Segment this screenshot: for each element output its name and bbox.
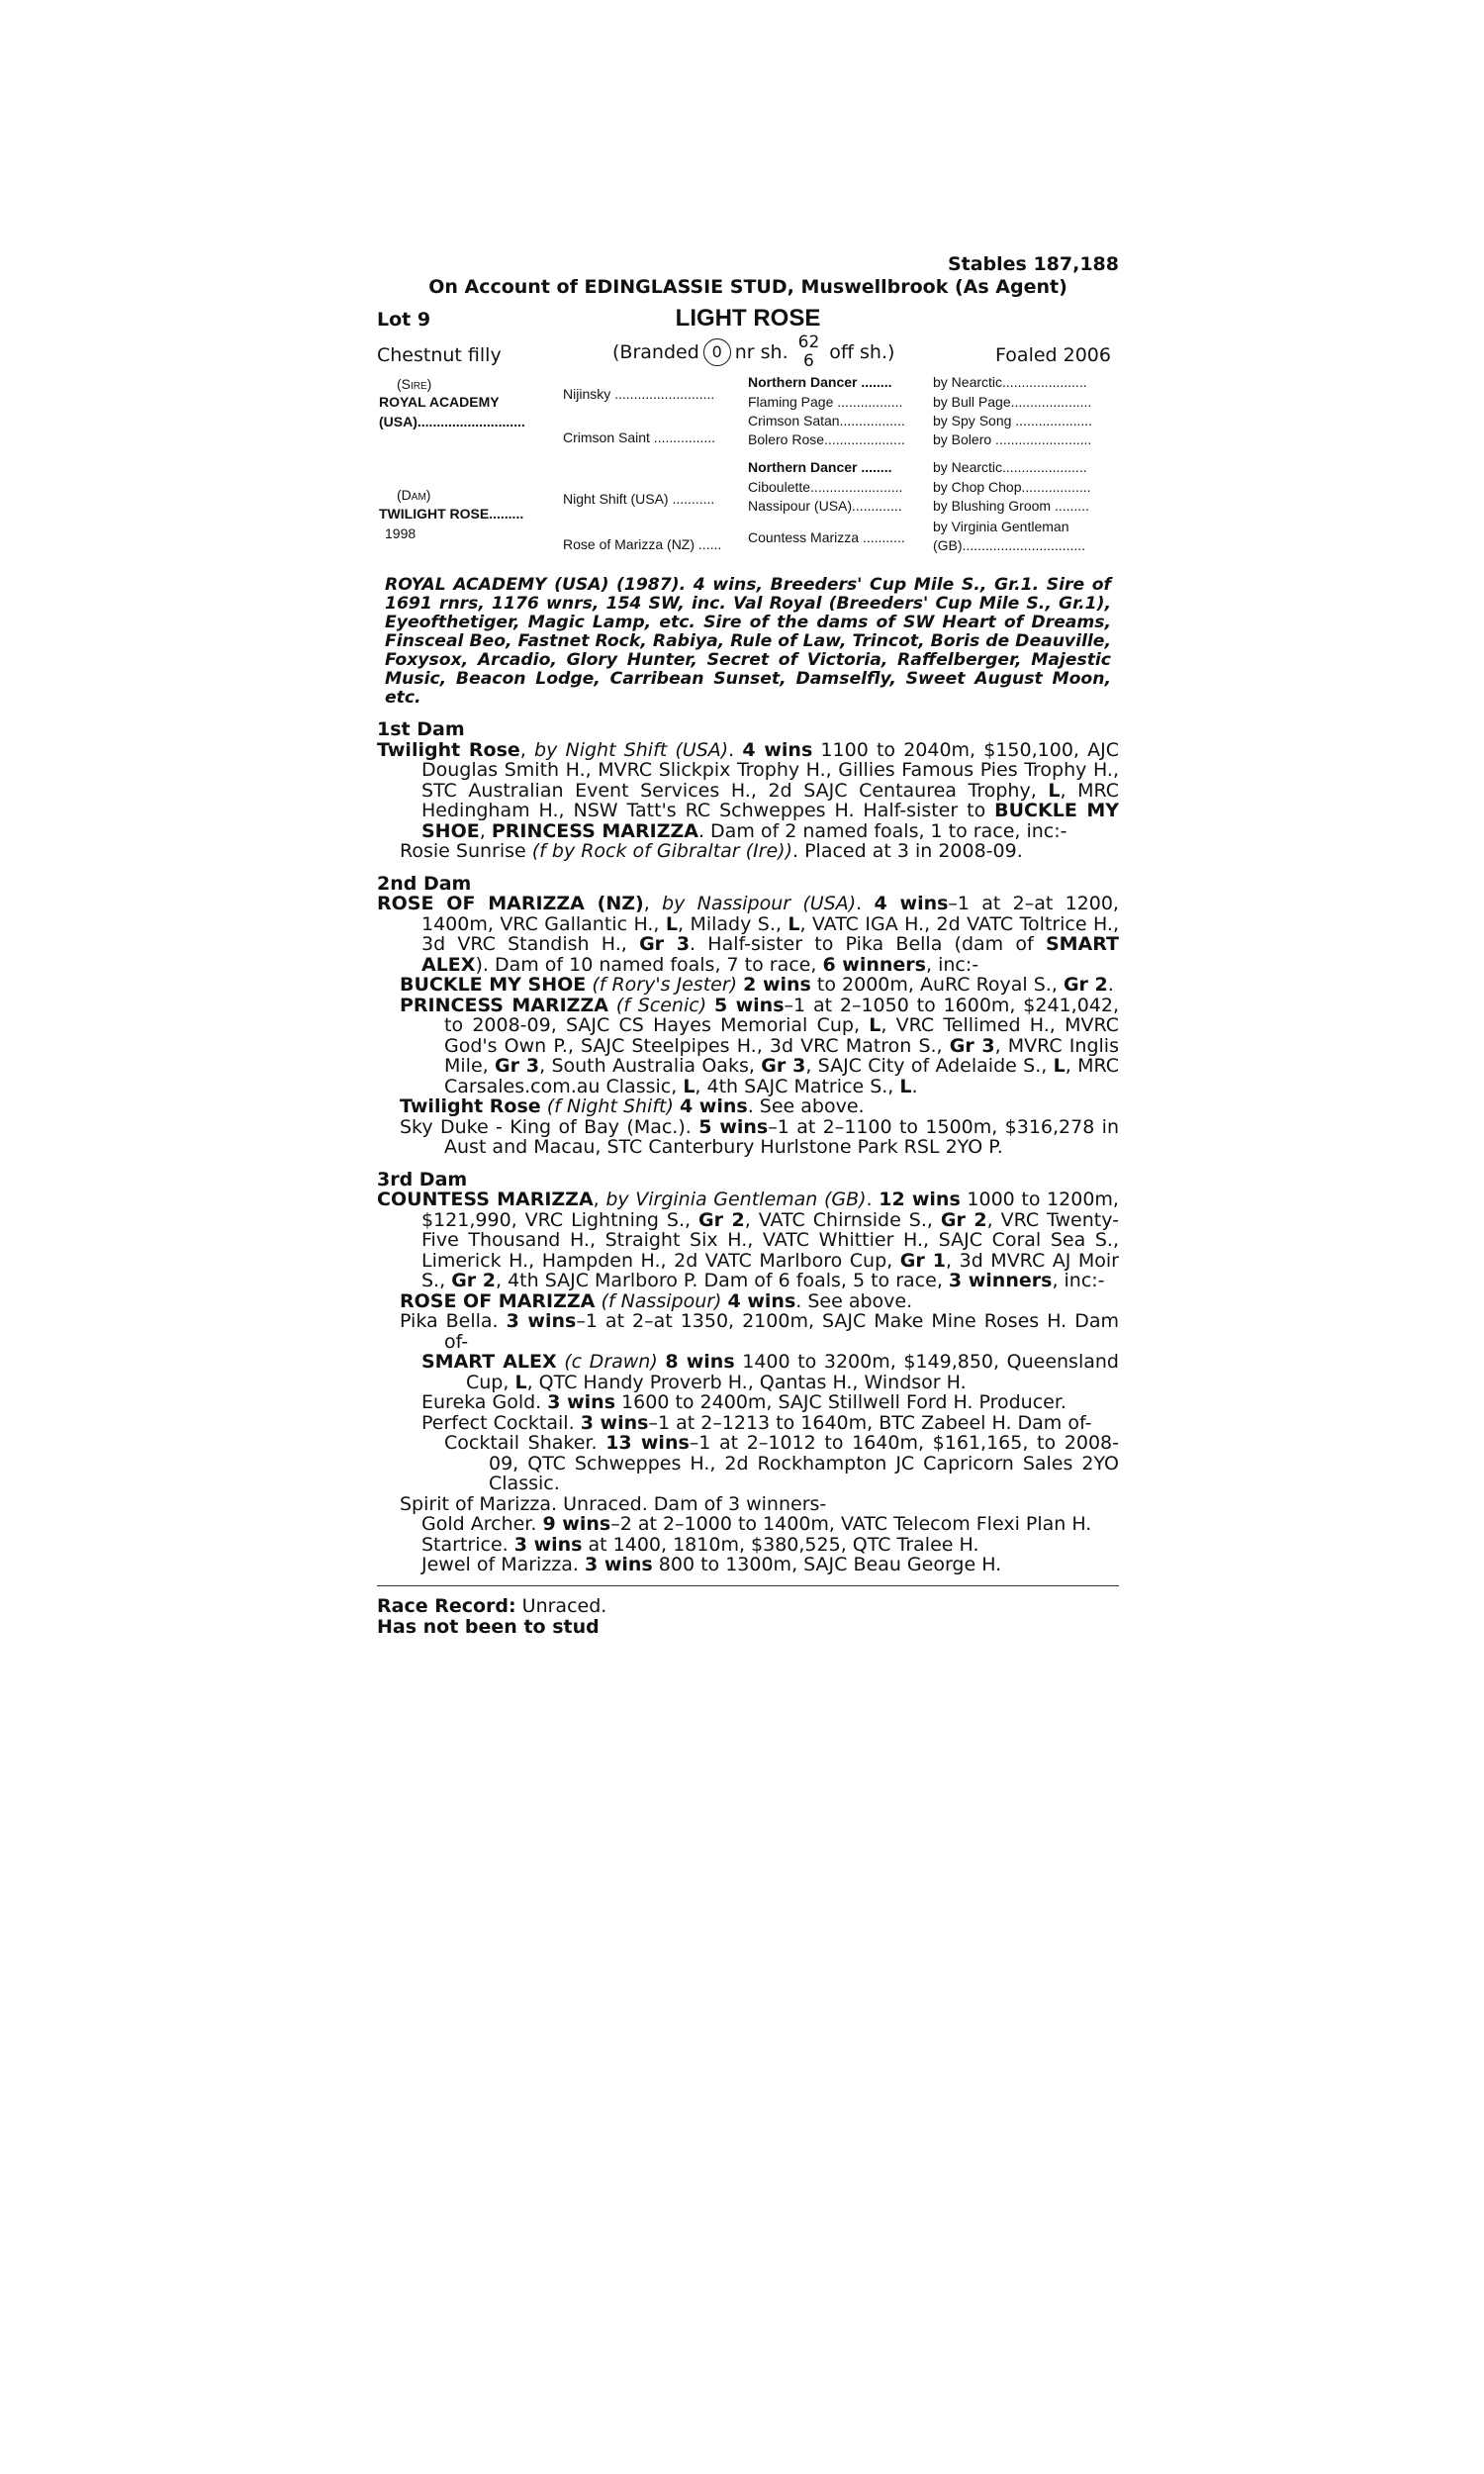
pedigree-gen3-6: Ciboulette........................ [748,479,903,495]
third-dam-eureka-gold: Eureka Gold. 3 wins 1600 to 2400m, SAJC Stillwell Ford H. Producer. [421,1391,1067,1413]
second-dam-foal-twilight: Twilight Rose (f Night Shift) 4 wins. See above. [400,1095,865,1117]
first-dam-entry: Twilight Rose, by Night Shift (USA). 4 wins 1100 to 2040m, $150,100, AJC Douglas Smith H., MVRC Slickpix Trophy H., Gillies Famous Pies Trophy H., STC Australian Event Services H., 2d SAJC Centaurea Trophy, L, MRC Hedingham H., NSW Tatt's RC Schweppes H. Half-sister to BUCKLE MY SHOE, PRINCESS MARIZZA. Dam of 2 named foals, 1 to race, inc:- [377,738,1119,842]
second-dam-heading: 2nd Dam [377,872,472,895]
pedigree-gen2-3: Night Shift (USA) ........... [563,491,715,507]
divider [377,1585,1119,1586]
foaled-year: Foaled 2006 [995,344,1111,366]
pedigree-gen4-3: by Spy Song .................... [933,413,1093,428]
third-dam-spirit: Spirit of Marizza. Unraced. Dam of 3 winners- [400,1492,827,1515]
sire-label: (Sire) [397,376,432,392]
dam-year: 1998 [385,525,417,541]
pedigree-gen4-6: by Chop Chop.................. [933,479,1091,495]
lot-row [377,305,1119,333]
brand-info [612,333,894,372]
first-dam-foal: Rosie Sunrise (f by Rock of Gibraltar (Ire)). Placed at 3 in 2008-09. [400,840,1023,862]
stud-status: Has not been to stud [377,1615,600,1638]
pedigree-gen2-2: Crimson Saint ................ [563,429,716,445]
brand-number-top: 62 [797,333,820,352]
first-dam-heading: 1st Dam [377,718,465,740]
third-dam-smart-alex: SMART ALEX (c Drawn) 8 wins 1400 to 3200m, $149,850, Queensland Cup, L, QTC Handy Proverb H., Qantas H., Windsor H. [421,1351,1119,1393]
dam-name: TWILIGHT ROSE......... [379,506,524,522]
pedigree-gen3-7: Nassipour (USA)............. [748,498,902,514]
pedigree-gen3-5: Northern Dancer ........ [748,459,892,475]
third-dam-section [377,1170,1119,1575]
brand-mark-icon: 0 [703,338,731,366]
second-dam-entry: ROSE OF MARIZZA (NZ), by Nassipour (USA). 4 wins–1 at 2–at 1200, 1400m, VRC Gallantic H., L, Milady S., L, VATC IGA H., 2d VATC Toltrice H., 3d VRC Standish H., Gr 3. Half-sister to Pika Bella (dam of SMART ALEX). Dam of 10 named foals, 7 to race, 6 winners, inc:- [377,893,1119,976]
description-row [377,333,1119,372]
pedigree-gen4-5: by Nearctic...................... [933,459,1087,475]
pedigree-gen4-9: (GB)................................ [933,537,1086,553]
third-dam-foal-pika: Pika Bella. 3 wins–1 at 2–at 1350, 2100m, SAJC Make Mine Roses H. Dam of- [400,1310,1119,1353]
sire-summary: ROYAL ACADEMY (USA) (1987). 4 wins, Breeders' Cup Mile S., Gr.1. Sire of 1691 rnrs, 1176 wnrs, 154 SW, inc. Val Royal (Breeders' Cup Mile S., Gr.1), Eyeofthetiger, Magic Lamp, etc. Sire of the dams of SW Heart of Dreams, Finsceal Beo, Fastnet Rock, Rabiya, Rule of Law, Trincot, Boris de Deauville, Foxysox, Arcadio, Glory Hunter, Secret of Victoria, Raffelberger, Majestic Music, Beacon Lodge, Carribean Sunset, Damselfly, Sweet August Moon, etc. [385,575,1111,708]
pedigree-gen3-2: Flaming Page ................. [748,394,903,410]
third-dam-perfect-cocktail: Perfect Cocktail. 3 wins–1 at 2–1213 to 1640m, BTC Zabeel H. Dam of- [421,1411,1092,1434]
pedigree-gen4-2: by Bull Page..................... [933,394,1092,410]
horse-sex: Chestnut filly [377,344,502,366]
second-dam-foal-princess: PRINCESS MARIZZA (f Scenic) 5 wins–1 at 2–1050 to 1600m, $241,042, to 2008-09, SAJC CS Hayes Memorial Cup, L, VRC Tellimed H., MVRC God's Own P., SAJC Steelpipes H., 3d VRC Matron S., Gr 3, MVRC Inglis Mile, Gr 3, South Australia Oaks, Gr 3, SAJC City of Adelaide S., L, MRC Carsales.com.au Classic, L, 4th SAJC Matrice S., L. [400,994,1119,1097]
brand-near: nr sh. [734,341,788,363]
race-record: Race Record: Unraced. [377,1594,607,1617]
third-dam-heading: 3rd Dam [377,1168,468,1190]
third-dam-startrice: Startrice. 3 wins at 1400, 1810m, $380,525, QTC Tralee H. [421,1533,979,1556]
brand-off: off sh.) [829,341,895,363]
pedigree-gen4-8: by Virginia Gentleman [933,519,1069,534]
pedigree-gen3-4: Bolero Rose..................... [748,431,905,447]
sire-country: (USA)............................ [379,414,525,429]
footer [377,1596,1119,1638]
third-dam-foal-rose: ROSE OF MARIZZA (f Nassipour) 4 wins. See above. [400,1289,913,1312]
horse-name: LIGHT ROSE [675,305,821,332]
pedigree-gen2-4: Rose of Marizza (NZ) ...... [563,536,722,552]
second-dam-section [377,874,1119,1158]
brand-open: (Branded [612,341,699,363]
lot-number: Lot 9 [377,309,431,331]
vendor-account: On Account of EDINGLASSIE STUD, Muswellbrook (As Agent) [428,276,1067,298]
first-dam-section [377,719,1119,862]
pedigree-gen3-1: Northern Dancer ........ [748,374,892,390]
sire-name: ROYAL ACADEMY [379,394,500,410]
pedigree-gen3-3: Crimson Satan................. [748,413,905,428]
pedigree-table [377,374,1119,570]
brand-number [798,333,820,371]
second-dam-foal-buckle: BUCKLE MY SHOE (f Rory's Jester) 2 wins to 2000m, AuRC Royal S., Gr 2. [400,974,1114,996]
pedigree-gen4-1: by Nearctic...................... [933,374,1087,390]
third-dam-entry: COUNTESS MARIZZA, by Virginia Gentleman (GB). 12 wins 1000 to 1200m, $121,990, VRC Lightning S., Gr 2, VATC Chirnside S., Gr 2, VRC Twenty-Five Thousand H., Straight Six H., VATC Whittier H., SAJC Coral Sea S., Limerick H., Hampden H., 2d VATC Marlboro Cup, Gr 1, 3d MVRC AJ Moir S., Gr 2, 4th SAJC Marlboro P. Dam of 6 foals, 5 to race, 3 winners, inc:- [377,1189,1119,1291]
pedigree-gen3-8: Countess Marizza ........... [748,529,905,545]
dam-label: (Dam) [397,487,431,503]
pedigree-gen2-1: Nijinsky .......................... [563,386,715,402]
third-dam-cocktail-shaker: Cocktail Shaker. 13 wins–1 at 2–1012 to 1640m, $161,165, to 2008-09, QTC Schweppes H., 2d Rockhampton JC Capricorn Sales 2YO Classic. [444,1432,1119,1494]
third-dam-jewel: Jewel of Marizza. 3 wins 800 to 1300m, SAJC Beau George H. [421,1554,1002,1575]
brand-number-bottom: 6 [803,351,814,371]
third-dam-gold-archer: Gold Archer. 9 wins–2 at 2–1000 to 1400m, VATC Telecom Flexi Plan H. [421,1513,1092,1535]
second-dam-foal-sky: Sky Duke - King of Bay (Mac.). 5 wins–1 at 2–1100 to 1500m, $316,278 in Aust and Macau, STC Canterbury Hurlstone Park RSL 2YO P. [400,1115,1119,1158]
pedigree-gen4-7: by Blushing Groom ......... [933,498,1089,514]
pedigree-gen4-4: by Bolero ......................... [933,431,1092,447]
catalogue-page [377,253,1119,1638]
stables-number: Stables 187,188 [947,253,1119,275]
